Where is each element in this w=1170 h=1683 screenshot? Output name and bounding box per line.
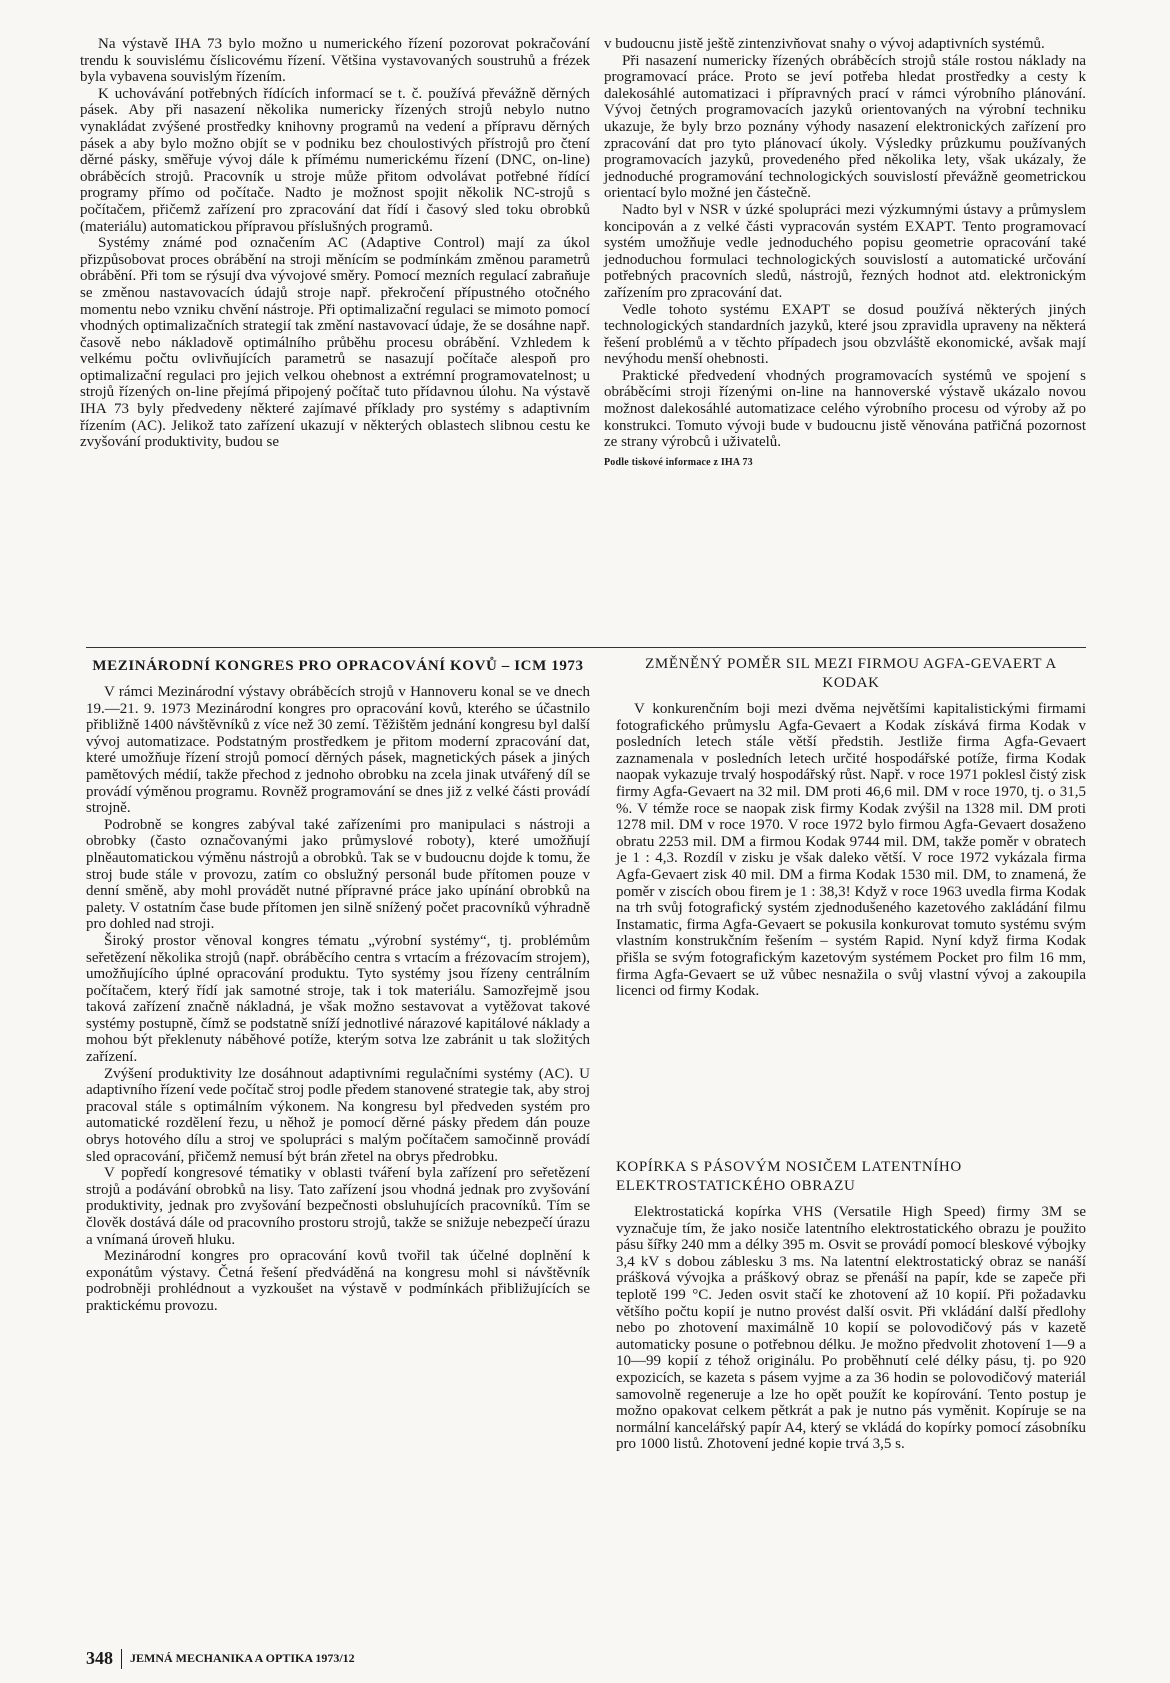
paragraph: V popředí kongresové tématiky v oblasti tváření byla zařízení pro seřetězení strojů a podávání obrobků na lisy. Tato zařízení jsou vhodná jednak pro zvyšování produktivity, jednak pro zvyšování bezpečnosti obsluhujících pracovníků. Tím se člověk dostává dále od pracovního prostoru strojů, takže se snižuje nebezpečí úrazu a vnímaná úroveň hluku.	[86, 1165, 590, 1248]
paragraph: K uchovávání potřebných řídících informací se t. č. používá převážně děrných pásek. Aby při nasazení několika numericky řízených strojů nebylo nutno vynakládat zvýšené prostředky knihovny programů na vedení a přípravu děrných pásek a aby bylo možno objít se v podniku bez choulostivých přístrojů pro čtení děrné pásky, směřuje vývoj dále k přímému numerickému řízení (DNC, on-line) obráběcích strojů. Pracovník u stroje může přitom odvolávat potřebné řídící programy přímo od počítače. Nadto je možnost spojit několik NC-strojů s počítačem, přičemž zařízení pro zpracování dat řídí i časový sled toku obrobků (materiálu) automatickou přípravou příslušných programů.	[80, 85, 590, 235]
article-heading: ZMĚNĚNÝ POMĚR SIL MEZI FIRMOU AGFA-GEVAERT A KODAK	[645, 656, 1057, 691]
paragraph: Vedle tohoto systému EXAPT se dosud používá některých jiných technologických standardních jazyků, které jsou zpravidla upraveny na některá řešení problémů a v těchto případech jsou obzvláště ekonomické, avšak mají nevýhodu menší ohebnosti.	[604, 301, 1086, 368]
paragraph: Podrobně se kongres zabýval také zařízeními pro manipulaci s nástroji a obrobky (často označovanými jako průmyslové roboty), které umožňují plněautomatickou výměnu nástrojů a obrobků. Tak se v budoucnu dojde k tomu, že stroj bude stále v provozu, zatím co obslužný personál bude přítomen pouze v denní směně, aby mohl provádět nutné přípravné práce jako upínání obrobků na palety. V ostatním čase bude přítomen jen silně snížený počet pracovníků výhradně pro dohled nad stroji.	[86, 816, 590, 933]
paragraph: Elektrostatická kopírka VHS (Versatile High Speed) firmy 3M se vyznačuje tím, že jako nosiče latentního elektrostatického obrazu je použito pásu šířky 240 mm a délky 395 m. Osvit se provádí pomocí bleskové výbojky 3,4 kV s dobou záblesku 3 ms. Na latentní elektrostatický obraz se nanáší prášková vývojka a práškový obraz se přenáší na papír, kde se zapeče při teplotě 199 °C. Jeden osvit stačí ke zhotovení až 10 kopií. Při požadavku většího počtu kopií je nutno provést další osvit. Při vkládání další předlohy nebo po zhotovení maximálně 10 kopií se polovodičový pás v kazetě automaticky posune o potřebnou délku. Je možno předvolit zhotovení 1—9 a 10—99 kopií z téhož originálu. Po proběhnutí celé délky pásu, tj. po 920 expozicích, se kazeta s pásem vyjme a za 36 hodin se polovodičový materiál samovolně regeneruje a lze ho opět použít ke kopírování. Tento postup je možno opakovat celkem pětkrát a pak je nutno pás vyměnit. Kopíruje se na normální kancelářský papír A4, který se vkládá do kopírky pomocí zásobníku pro 1000 listů. Zhotovení jedné kopie trvá 3,5 s.	[616, 1204, 1086, 1453]
paragraph: Mezinárodní kongres pro opracování kovů tvořil tak účelné doplnění k exponátům výstavy. Četná řešení předváděná na kongresu mohl si návštěvník podrobněji prohlédnout a vyzkoušet na výstavě v podmínkách přibližujících se praktickému provozu.	[86, 1248, 590, 1314]
paragraph: Praktické předvedení vhodných programovacích systémů ve spojení s obráběcími stroji řízenými on-line na hannoverské výstavě ukázalo novou možnost dalekosáhlé automatizace celého výrobního procesu od výroby až po konstrukci. Tomuto vývoji bude v budoucnu jistě věnována patřičná pozornost ze strany výrobců i uživatelů.	[604, 367, 1086, 451]
page-footer	[86, 1648, 355, 1669]
paragraph: Nadto byl v NSR v úzké spolupráci mezi výzkumnými ústavy a průmyslem koncipován a z velké části vypracován systém EXAPT. Tento programovací systém umožňuje vedle jednoduchého popisu geometrie opracování také jednoduchou formulaci technologických souvislostí a automatické určování potřebných pracovních sledů, nástrojů, řezných hodnot atd. elektronickým zařízením pro zpracování dat.	[604, 201, 1086, 301]
footer-separator	[121, 1649, 122, 1669]
source-note: Podle tiskové informace z IHA 73	[604, 456, 753, 468]
top-left-column	[80, 36, 590, 451]
paragraph: Zvýšení produktivity lze dosáhnout adaptivními regulačními systémy (AC). U adaptivního řízení vede počítač stroj podle předem stanovené strategie tak, aby stroj pracoval stále s optimálním výkonem. Na kongresu byl předveden systém pro automatické rozdělení řezu, u něhož je pomocí děrné pásky předem dán pouze obrys hotového dílu a stroj ve spolupráci s malým počítačem samočinně provádí sled opracování, přičemž nemusí být brán zřetel na obrys předrobku.	[86, 1065, 590, 1165]
article-heading: MEZINÁRODNÍ KONGRES PRO OPRACOVÁNÍ KOVŮ – ICM 1973	[92, 658, 584, 674]
top-right-column	[604, 36, 1086, 471]
paragraph: v budoucnu jistě ještě zintenzivňovat snahy o vývoj adaptivních systémů.	[604, 36, 1045, 52]
paragraph: Při nasazení numericky řízených obráběcích strojů stále rostou náklady na programovací práce. Proto se jeví potřeba hledat prostředky a cesty k dalekosáhlé automatizaci i přípravných prací v rámci výrobního plánování. Vývoj četných programovacích jazyků orientovaných na výrobní techniku ukazuje, že byly brzo poznány výhody nasazení elektronických zařízení pro zpracování dat pro tyto plánovací úkoly. Výsledky průzkumu používaných programovacích jazyků, provedeného před několika lety, však ukázaly, že jednoduché programování technologických souvislostí převážně geometrickou orientací bylo možné jen částečně.	[604, 52, 1086, 202]
journal-title: JEMNÁ MECHANIKA A OPTIKA 1973/12	[130, 1651, 355, 1665]
paragraph: Na výstavě IHA 73 bylo možno u numerického řízení pozorovat pokračování trendu k souvislému číslicovému řízení. Většina vystavovaných soustruhů a frézek byla vybavena souvislým řízením.	[80, 36, 590, 86]
article-heading: KOPÍRKA S PÁSOVÝM NOSIČEM LATENTNÍHO ELEKTROSTATICKÉHO OBRAZU	[616, 1159, 962, 1194]
kopirka-article	[616, 1158, 1086, 1453]
section-divider	[86, 647, 1086, 648]
paragraph: V konkurenčním boji mezi dvěma největšími kapitalistickými firmami fotografického průmyslu Agfa-Gevaert a Kodak získává firma Kodak v posledních letech stále větší předstih. Jestliže firma Agfa-Gevaert zaznamenala v posledních letech určité hospodářské potíže, firma Kodak naopak vykazuje trvalý hospodářský růst. Např. v roce 1971 poklesl čistý zisk firmy Agfa-Gevaert na 32 mil. DM proti 46,6 mil. DM v roce 1970, tj. o 31,5 %. V témže roce se naopak zisk firmy Kodak zvýšil na 1328 mil. DM proti 1278 mil. DM v roce 1970. V roce 1972 bylo firmou Agfa-Gevaert dosaženo obratu 2253 mil. DM a firmou Kodak 9744 mil. DM, takže poměr v obratech je 1 : 4,3. Rozdíl v zisku je však daleko větší. V roce 1972 vykázala firma Agfa-Gevaert zisk 40 mil. DM a firma Kodak 1530 mil. DM, to znamená, že poměr v ziscích obou firem je 1 : 38,3! Když v roce 1963 uvedla firma Kodak na trh svůj fotografický systém zjednodušeného kazetového zakládání filmu Instamatic, firma Agfa-Gevaert se pokusila konkurovat tomuto systému svým vlastním konstrukčním řešením – systém Rapid. Nyní když firma Kodak přišla se svým fotografickým kazetovým systémem Pocket pro film 16 mm, firma Agfa-Gevaert se už vůbec nesnažila o svůj vlastní vývoj a zakoupila licenci od firmy Kodak.	[616, 701, 1086, 1000]
paragraph: V rámci Mezinárodní výstavy obráběcích strojů v Hannoveru konal se ve dnech 19.—21. 9. 1973 Mezinárodní kongres pro opracování kovů, kterého se účastnilo přibližně 1400 návštěvníků z více než 30 zemí. Těžištěm jednání kongresu byl další vývoj automatizace. Podstatným prostředkem je přitom moderní zpracování dat, které umožňuje řízení strojů pomocí děrných pásek, magnetických pásek a jiných pamětových médií, takže přechod z jednoho obrobku na zcela jinak utvářený díl se provádí výměnou programu. Rovněž programování se dnes již z velké části provádí strojně.	[86, 684, 590, 817]
agfa-article	[616, 655, 1086, 1000]
page-number: 348	[86, 1648, 113, 1668]
paragraph: Široký prostor věnoval kongres tématu „výrobní systémy“, tj. problémům seřetězení několika strojů (např. obráběcího centra s vrtacím a frézovacím strojem), umožňujícího úplné opracování produktu. Tyto systémy jsou řízeny centrálním počítačem, který řídí jak samotné stroje, tak i tok materiálu. Samozřejmě jsou taková zařízení značně nákladná, je však možno sestavovat a vytěžovat takové systémy postupně, čímž se podstatně sníží jednotlivé nárazové kapitálové náklady a mohou být překlenuty náběhové potíže, kterým sotva lze zabránit u tak složitých zařízení.	[86, 932, 590, 1066]
paragraph: Systémy známé pod označením AC (Adaptive Control) mají za úkol přizpůsobovat proces obrábění na stroji měnícím se podmínkám změnou parametrů obrábění. Při tom se rýsují dva vývojové směry. Pomocí mezních regulací zabraňuje se změnou nastavovacích údajů stroje např. překročení přípustného otočného momentu nebo vzniku chvění nástroje. Při optimalizační regulaci se mimoto pomocí vhodných optimalizačních strategií tak změní nastavovací údaje, že se dosáhne např. časově nebo nákladově optimálního průběhu procesu obrábění. Vzhledem k velkému počtu ovlivňujících parametrů se nasazují počítače alespoň pro optimalizační regulaci pro jejich velkou ohebnost a extrémní programovatelnost; u strojů řízených on-line přejímá připojený počítač tuto přídavnou úlohu. Na výstavě IHA 73 byly předvedeny některé zajímavé příklady pro systémy s adaptivním řízením (AC). Jelikož tato zařízení ukazují v některých oblastech slibnou cestu ke zvyšování produktivity, budou se	[80, 235, 590, 451]
kongres-article	[86, 657, 590, 1315]
